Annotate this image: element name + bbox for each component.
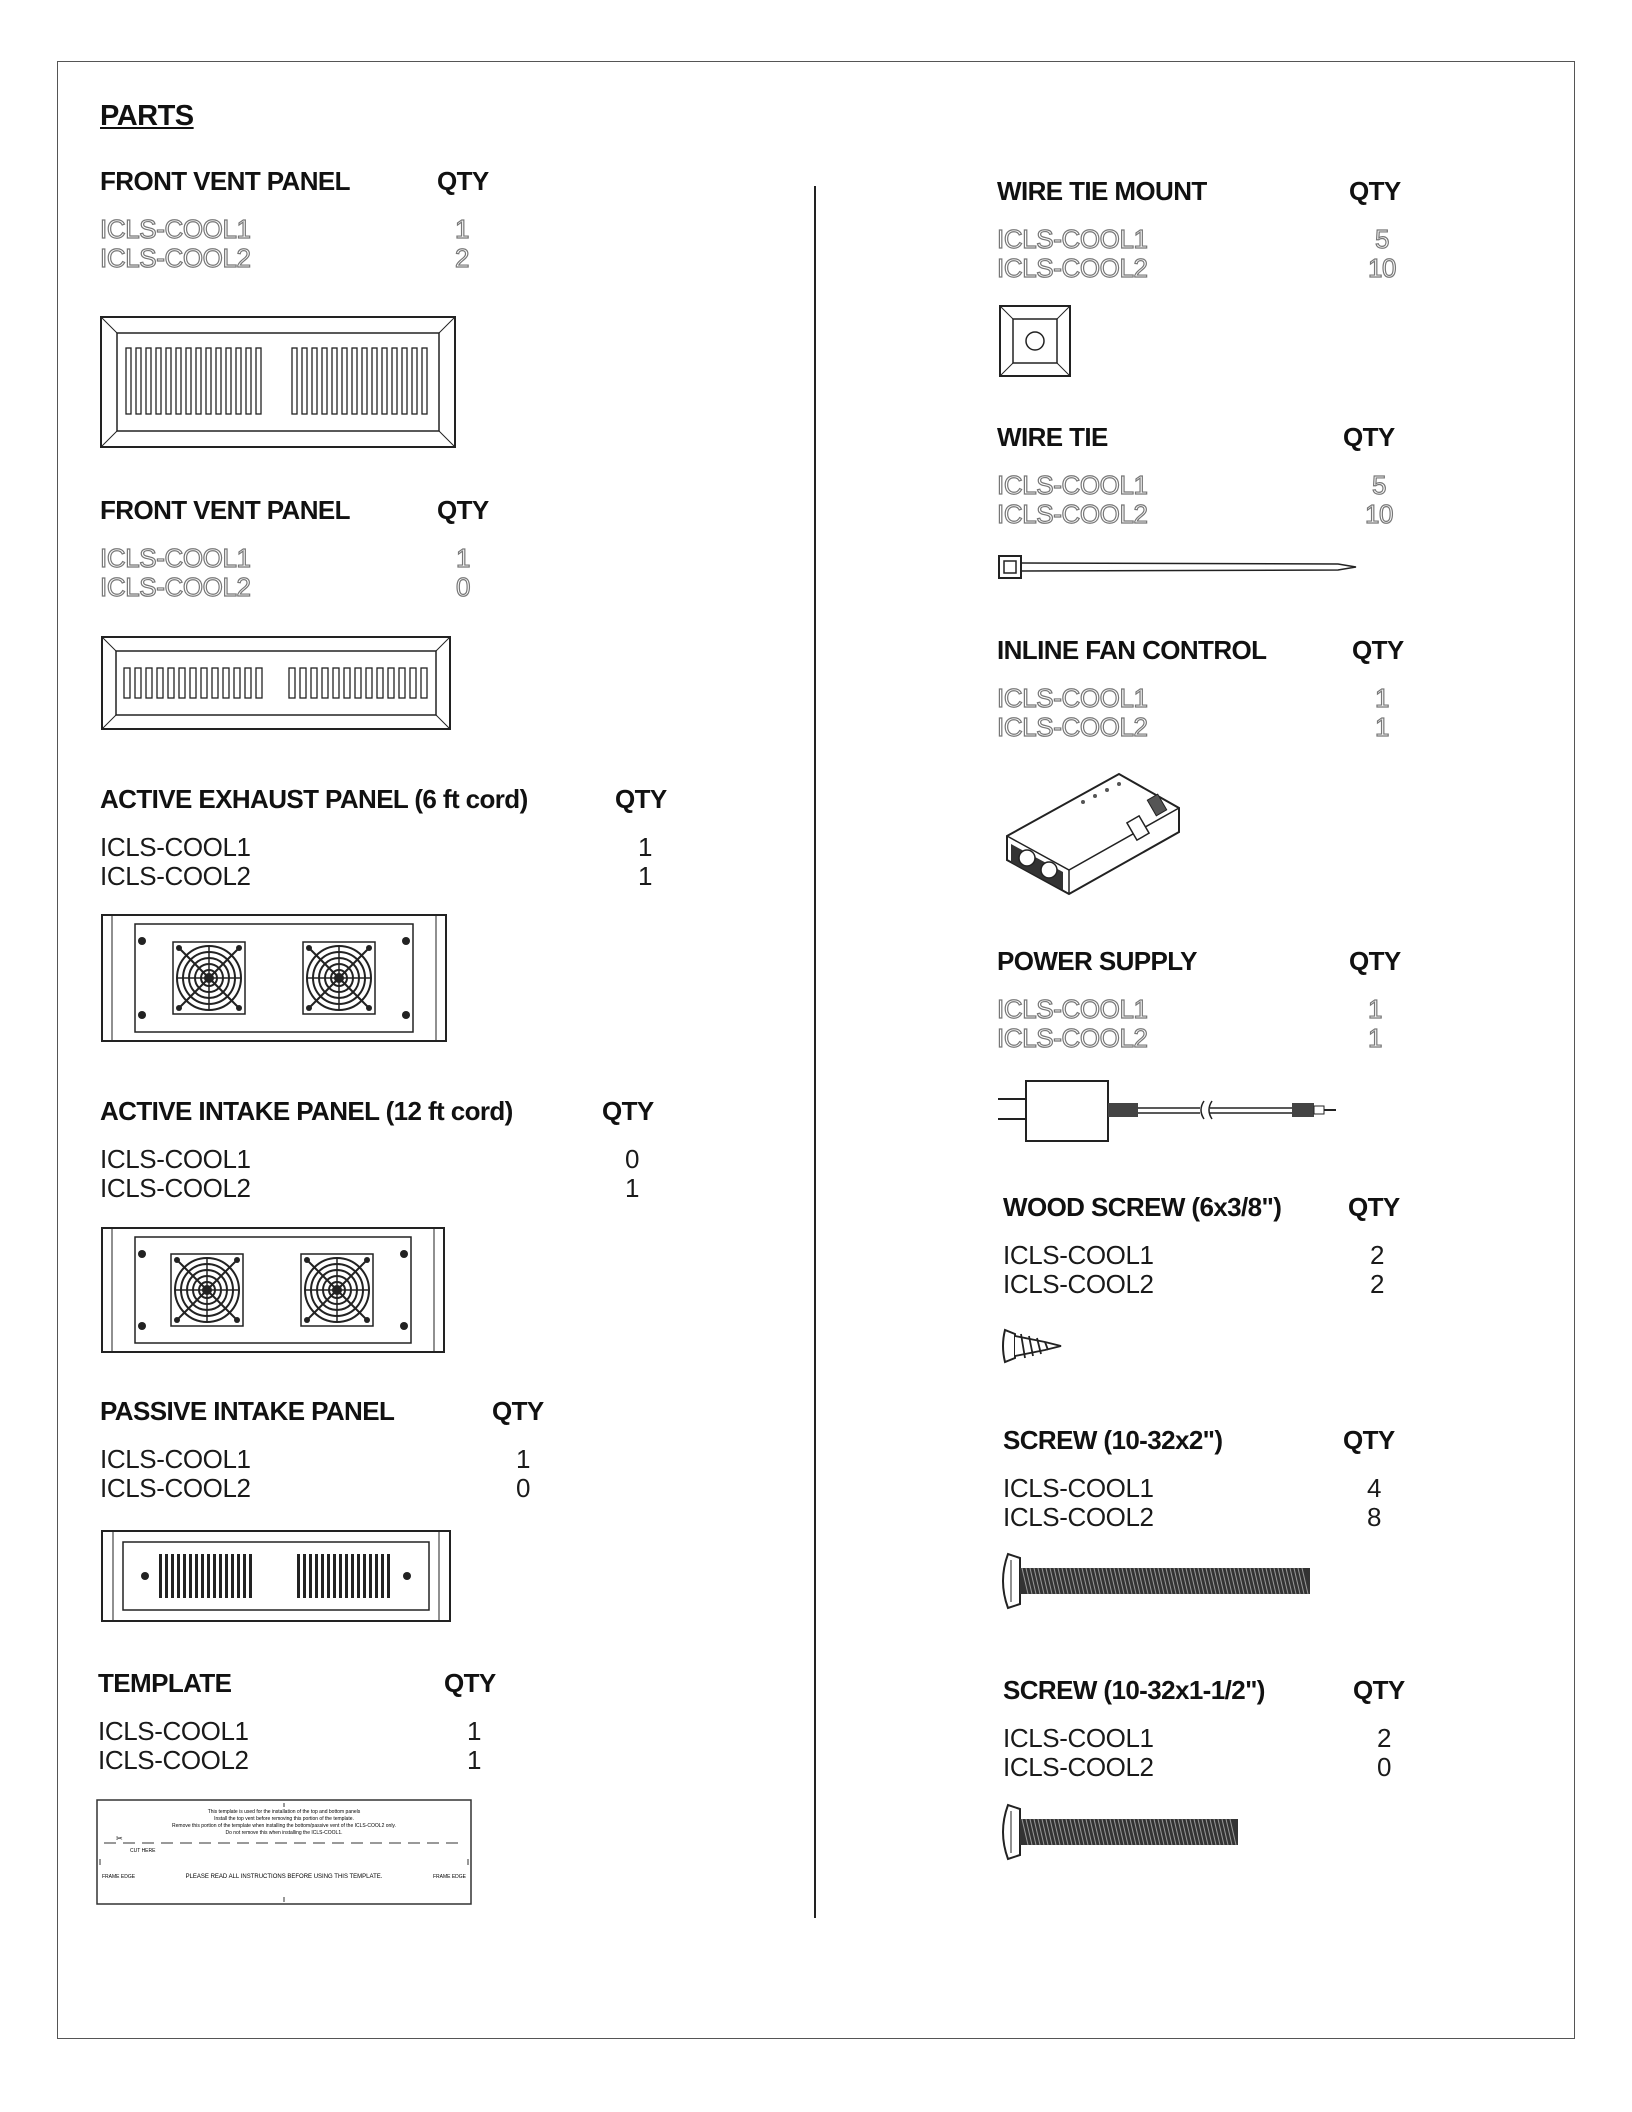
template-right-edge-label: FRAME EDGE (432, 1874, 466, 1880)
model-label: ICLS-COOL2 (1003, 1269, 1154, 1299)
qty-header: QTY (1343, 422, 1395, 452)
section-passive-intake-panel (100, 1396, 720, 1502)
template-drawing (96, 1799, 472, 1905)
qty-header: QTY (437, 495, 489, 525)
front-vent-panel-short-drawing (101, 636, 451, 730)
model-label: ICLS-COOL2 (100, 1173, 251, 1203)
qty-value: 1 (466, 1716, 482, 1746)
section-active-intake-panel (100, 1096, 720, 1202)
qty-value: 1 (1374, 712, 1390, 742)
qty-value: 0 (624, 1144, 640, 1174)
qty-value: 4 (1366, 1473, 1382, 1503)
qty-value: 1 (454, 214, 470, 244)
qty-value: 0 (515, 1473, 531, 1503)
model-label: ICLS-COOL1 (1003, 1473, 1154, 1503)
qty-value: 2 (1369, 1269, 1385, 1299)
section-screw-2in (1003, 1425, 1423, 1531)
section-name: PASSIVE INTAKE PANEL (100, 1396, 395, 1426)
qty-value: 10 (1364, 499, 1394, 529)
section-inline-fan-control (997, 635, 1417, 741)
model-label: ICLS-COOL1 (100, 1444, 251, 1474)
qty-value: 2 (1376, 1723, 1392, 1753)
qty-value: 1 (515, 1444, 531, 1474)
template-line-1: This template is used for the installation of the top and bottom panels (207, 1809, 361, 1815)
section-name: TEMPLATE (98, 1668, 232, 1698)
qty-header: QTY (1343, 1425, 1395, 1455)
section-wire-tie-mount (997, 176, 1417, 282)
section-name: SCREW (10-32x1-1/2") (1003, 1675, 1265, 1705)
template-line-3: Remove this portion of the template when installing the bottom/passive vent of the ICLS-COOL2 only. (172, 1823, 396, 1829)
section-power-supply (997, 946, 1417, 1052)
template-line-4: Do not remove this when installing the ICLS-COOL1. (225, 1830, 343, 1836)
qty-value: 8 (1366, 1502, 1382, 1532)
section-name: FRONT VENT PANEL (100, 495, 350, 525)
qty-header: QTY (444, 1668, 496, 1698)
model-label: ICLS-COOL2 (100, 572, 251, 602)
qty-header: QTY (1353, 1675, 1405, 1705)
qty-value: 2 (454, 243, 470, 273)
qty-value: 5 (1374, 224, 1390, 254)
qty-value: 1 (455, 543, 471, 573)
qty-value: 1 (1374, 683, 1390, 713)
qty-header: QTY (602, 1096, 654, 1126)
model-label: ICLS-COOL2 (997, 253, 1148, 283)
model-label: ICLS-COOL2 (100, 861, 251, 891)
wire-tie-drawing (998, 554, 1360, 580)
model-label: ICLS-COOL2 (1003, 1502, 1154, 1532)
model-label: ICLS-COOL2 (997, 1023, 1148, 1053)
qty-value: 1 (637, 832, 653, 862)
section-front-vent-panel-1 (100, 166, 660, 272)
section-wire-tie (997, 422, 1417, 528)
section-active-exhaust-panel (100, 784, 720, 890)
section-wood-screw (1003, 1192, 1423, 1298)
section-name: ACTIVE EXHAUST PANEL (6 ft cord) (100, 784, 528, 814)
scissors-icon: ✂ (116, 1834, 123, 1843)
model-label: ICLS-COOL1 (997, 470, 1148, 500)
passive-intake-panel-drawing (101, 1530, 451, 1622)
screw-2in-drawing (1000, 1552, 1312, 1610)
qty-header: QTY (1348, 1192, 1400, 1222)
qty-header: QTY (437, 166, 489, 196)
model-label: ICLS-COOL2 (98, 1745, 249, 1775)
qty-value: 10 (1367, 253, 1397, 283)
power-supply-drawing (996, 1075, 1342, 1145)
qty-value: 0 (455, 572, 471, 602)
template-left-edge-label: FRAME EDGE (102, 1874, 136, 1880)
qty-value: 0 (1376, 1752, 1392, 1782)
template-cut-label: CUT HERE (130, 1848, 156, 1854)
qty-value: 1 (1367, 1023, 1383, 1053)
model-label: ICLS-COOL1 (100, 1144, 251, 1174)
page-title: PARTS (100, 100, 194, 132)
model-label: ICLS-COOL1 (100, 543, 251, 573)
active-exhaust-panel-drawing (101, 914, 447, 1042)
qty-value: 1 (1367, 994, 1383, 1024)
qty-header: QTY (1349, 176, 1401, 206)
section-name: POWER SUPPLY (997, 946, 1197, 976)
active-intake-panel-drawing (101, 1227, 445, 1353)
wood-screw-drawing (1001, 1328, 1063, 1364)
model-label: ICLS-COOL2 (100, 243, 251, 273)
qty-value: 5 (1371, 470, 1387, 500)
qty-value: 1 (637, 861, 653, 891)
section-name: SCREW (10-32x2") (1003, 1425, 1223, 1455)
qty-value: 1 (466, 1745, 482, 1775)
section-front-vent-panel-2 (100, 495, 660, 601)
template-line-2: Install the top vent before removing this portion of the template. (214, 1816, 354, 1822)
qty-header: QTY (492, 1396, 544, 1426)
section-name: ACTIVE INTAKE PANEL (12 ft cord) (100, 1096, 513, 1126)
section-name: INLINE FAN CONTROL (997, 635, 1267, 665)
section-name: WIRE TIE (997, 422, 1108, 452)
column-divider (814, 186, 816, 1918)
qty-header: QTY (1349, 946, 1401, 976)
wire-tie-mount-drawing (999, 305, 1071, 377)
section-template (98, 1668, 718, 1774)
front-vent-panel-tall-drawing (100, 316, 456, 448)
model-label: ICLS-COOL2 (1003, 1752, 1154, 1782)
qty-value: 2 (1369, 1240, 1385, 1270)
model-label: ICLS-COOL1 (1003, 1723, 1154, 1753)
model-label: ICLS-COOL1 (100, 214, 251, 244)
section-screw-1-5in (1003, 1675, 1423, 1781)
model-label: ICLS-COOL1 (997, 994, 1148, 1024)
model-label: ICLS-COOL1 (997, 683, 1148, 713)
section-name: WOOD SCREW (6x3/8") (1003, 1192, 1282, 1222)
model-label: ICLS-COOL1 (100, 832, 251, 862)
model-label: ICLS-COOL1 (997, 224, 1148, 254)
qty-value: 1 (624, 1173, 640, 1203)
qty-header: QTY (615, 784, 667, 814)
qty-header: QTY (1352, 635, 1404, 665)
model-label: ICLS-COOL2 (997, 499, 1148, 529)
model-label: ICLS-COOL2 (997, 712, 1148, 742)
model-label: ICLS-COOL1 (1003, 1240, 1154, 1270)
section-name: FRONT VENT PANEL (100, 166, 350, 196)
inline-fan-control-drawing (1003, 766, 1183, 898)
model-label: ICLS-COOL1 (98, 1716, 249, 1746)
model-label: ICLS-COOL2 (100, 1473, 251, 1503)
template-center-notice: PLEASE READ ALL INSTRUCTIONS BEFORE USING THIS TEMPLATE. (185, 1874, 383, 1880)
screw-1-5in-drawing (1000, 1803, 1240, 1861)
section-name: WIRE TIE MOUNT (997, 176, 1207, 206)
